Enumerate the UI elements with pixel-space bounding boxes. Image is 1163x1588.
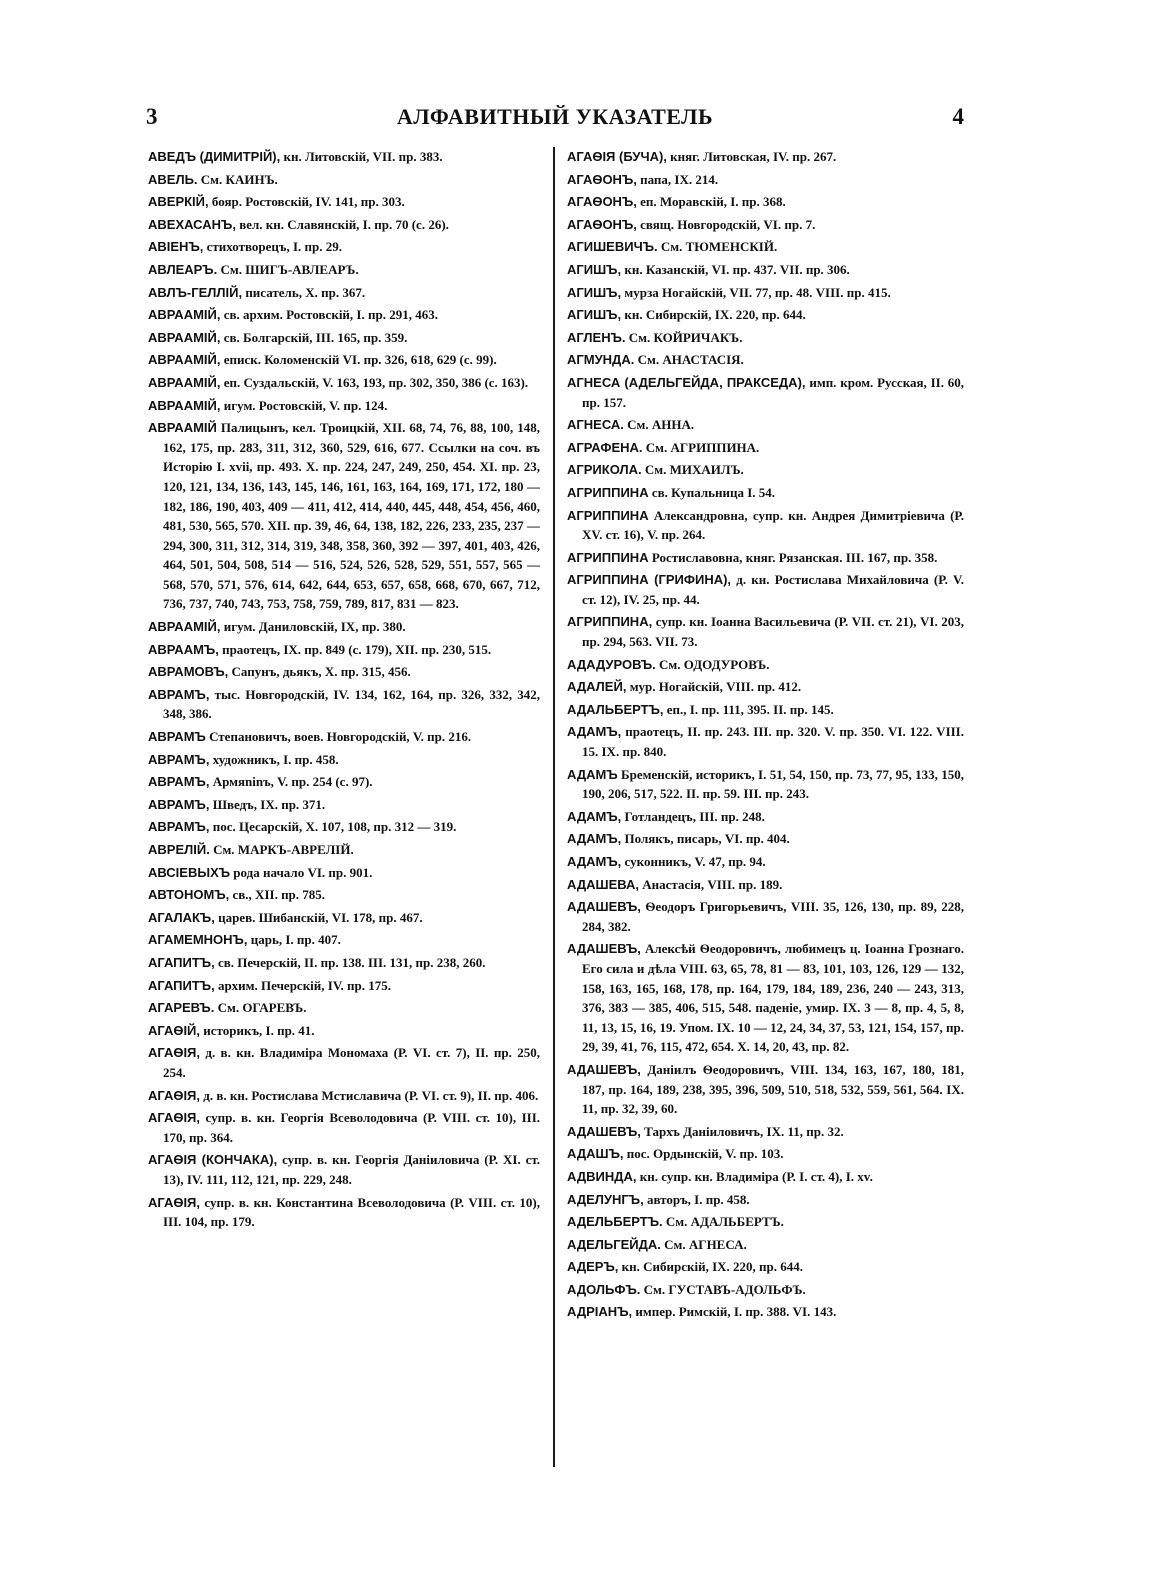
entry-headword: АВРААМІЙ, <box>148 329 221 345</box>
entry-headword: АВРААМІЙ, <box>148 619 221 635</box>
index-entry <box>148 817 540 837</box>
entry-references: супр. в. кн. Константина Всеволодовича (Р. VIII. ст. 10), III. 104, пр. 179. <box>163 1194 541 1230</box>
entry-references: тыс. Новгородскій, IV. 134, 162, 164, пр. 326, 332, 342, 348, 386. <box>163 686 540 722</box>
entry-headword: АГАПИТЪ, <box>148 977 215 993</box>
entry-references: авторъ, I. пр. 458. <box>646 1191 750 1207</box>
entry-headword: АВРААМІЙ, <box>148 397 221 413</box>
entry-headword: АГАѲІЙ, <box>148 1022 201 1038</box>
index-entry <box>567 1122 964 1142</box>
index-entry <box>567 722 964 761</box>
index-entry <box>567 438 964 458</box>
entry-references: еп., I. пр. 111, 395. II. пр. 145. <box>666 701 834 717</box>
index-entry <box>148 1021 540 1041</box>
entry-headword: АГАѲІЯ, <box>148 1194 201 1210</box>
entry-headword: АГРИКОЛА. <box>567 462 642 478</box>
entry-references: д. в. кн. Владиміра Мономаха (Р. VI. ст. 7), II. пр. 250, 254. <box>163 1045 540 1080</box>
entry-references: См. КОЙРИЧАКЪ. <box>628 329 743 345</box>
index-entry <box>567 1235 964 1255</box>
index-entry <box>148 305 540 325</box>
entry-references: См. ГУСТАВЪ-АДОЛЬФЪ. <box>643 1281 806 1297</box>
entry-headword: АГРИППИНА, <box>567 614 653 630</box>
entry-headword: АГРИППИНА <box>567 549 649 565</box>
index-entry <box>148 192 540 212</box>
entry-references: супр. в. кн. Георгія Всеволодовича (Р. VIII. ст. 10), III. 170, пр. 364. <box>163 1110 541 1145</box>
index-entry <box>148 350 540 370</box>
entry-references: Шведъ, IX. пр. 371. <box>212 796 326 812</box>
entry-references: св. Печерскій, II. пр. 138. III. 131, пр. 238, 260. <box>217 954 486 970</box>
index-entry <box>567 147 964 167</box>
entry-references: См. МИХАИЛЪ. <box>644 462 744 478</box>
right-page-number: 4 <box>952 104 964 129</box>
index-entry <box>567 1302 964 1322</box>
index-entry <box>567 875 964 895</box>
index-entry <box>567 655 964 675</box>
index-entry <box>567 1190 964 1210</box>
entry-headword: АДАМЪ <box>567 766 618 782</box>
entry-references: Анастасія, VIII. пр. 189. <box>642 876 783 892</box>
entry-references: См. АННА. <box>627 417 695 433</box>
entry-headword: АВРААМЪ, <box>148 641 219 657</box>
entry-headword: АВРААМІЙ <box>148 420 217 436</box>
entry-references: епиcк. Коломенскій VI. пр. 326, 618, 629 (с. 99). <box>223 352 497 368</box>
index-entry <box>148 215 540 235</box>
entry-headword: АДЕЛУНГЪ, <box>567 1191 644 1207</box>
index-entry <box>148 1193 540 1232</box>
entry-references: См. ШИГЪ-АВЛЕАРЪ. <box>220 261 359 277</box>
entry-headword: АДВИНДА, <box>567 1168 637 1184</box>
entry-headword: АВЕЛЬ. <box>148 171 198 187</box>
page-header <box>146 104 964 134</box>
entry-headword: АГАѲІЯ (КОНЧАКА), <box>148 1152 278 1168</box>
entry-references: Ростиславовна, княг. Рязанская. III. 167, пр. 358. <box>651 549 938 565</box>
entry-headword: АВРАМЪ, <box>148 774 210 790</box>
entry-headword: АДАШЕВЪ, <box>567 899 641 915</box>
index-entry <box>567 192 964 212</box>
index-entry <box>567 612 964 651</box>
entry-references: См. ОДОДУРОВЪ. <box>659 656 770 672</box>
entry-headword: АДАДУРОВЪ. <box>567 656 656 672</box>
index-entry <box>148 998 540 1018</box>
entry-headword: АВРАМЪ <box>148 729 206 745</box>
index-entry <box>148 396 540 416</box>
entry-references: Полякъ, писарь, VI. пр. 404. <box>624 831 790 847</box>
index-entry <box>148 260 540 280</box>
entry-references: рода начало VI. пр. 901. <box>233 864 373 880</box>
index-entry <box>567 1167 964 1187</box>
index-entry <box>567 260 964 280</box>
entry-headword: АГЛЕНЪ. <box>567 329 626 345</box>
entry-headword: АГНЕСА (АДЕЛЬГЕЙДА, ПРАКСЕДА), <box>567 374 806 390</box>
entry-headword: АДЕРЪ, <box>567 1259 619 1275</box>
entry-references: княг. Литовская, IV. пр. 267. <box>670 149 837 164</box>
entry-headword: АДРІАНЪ, <box>567 1304 633 1320</box>
index-entry <box>148 863 540 883</box>
index-entry <box>148 1043 540 1082</box>
entry-headword: АДАЛЬБЕРТЪ, <box>567 701 664 717</box>
entry-references: вел. кн. Славянскій, I. пр. 70 (с. 26). <box>239 216 449 232</box>
entry-headword: АВЕДЪ (ДИМИТРІЙ), <box>148 149 281 164</box>
entry-references: супр. в. кн. Георгія Даніиловича (Р. XI. ст. 13), IV. 111, 112, 121, пр. 229, 248. <box>163 1152 540 1187</box>
entry-references: См. АГРИППИНА. <box>645 439 760 455</box>
entry-headword: АВТОНОМЪ, <box>148 887 230 903</box>
index-entry <box>567 305 964 325</box>
index-entry <box>567 283 964 303</box>
entry-headword: АВЕХАСАНЪ, <box>148 216 236 232</box>
entry-headword: АГИШЪ, <box>567 261 622 277</box>
entry-references: игум. Даниловскій, IX, пр. 380. <box>223 619 406 635</box>
entry-references: художникъ, I. пр. 458. <box>212 751 339 767</box>
index-entry <box>148 373 540 393</box>
entry-headword: АДАМЪ, <box>567 808 622 824</box>
index-entry <box>567 215 964 235</box>
entry-headword: АГАѲОНЪ, <box>567 216 637 232</box>
entry-headword: АВРААМІЙ, <box>148 374 221 390</box>
index-entry <box>567 897 964 936</box>
entry-references: кн. супр. кн. Владиміра (Р. I. ст. 4), I. xv. <box>639 1168 873 1184</box>
index-entry <box>148 953 540 973</box>
entry-headword: АДЕЛЬБЕРТЪ. <box>567 1214 663 1230</box>
entry-references: бояр. Ростовскій, IV. 141, пр. 303. <box>211 194 405 210</box>
index-entry <box>148 885 540 905</box>
entry-headword: АГРИППИНА <box>567 507 649 523</box>
index-entry <box>567 700 964 720</box>
entry-references: мур. Ногайскій, VIII. пр. 412. <box>629 679 802 695</box>
entry-references: д. в. кн. Ростислава Мстиславича (Р. VI. ст. 9), II. пр. 406. <box>203 1087 539 1103</box>
page-title: АЛФАВИТНЫЙ УКАЗАТЕЛЬ <box>396 104 714 129</box>
entry-headword: АДАМЪ, <box>567 724 622 740</box>
entry-headword: АГИШЕВИЧЪ. <box>567 239 658 255</box>
index-entry <box>567 415 964 435</box>
entry-references: кн. Сибирскій, IX. 220, пр. 644. <box>624 307 806 323</box>
entry-references: Армяninъ, V. пр. 254 (с. 97). <box>212 774 373 790</box>
index-entry <box>148 685 540 724</box>
index-entry <box>148 750 540 770</box>
entry-references: праотецъ, IX. пр. 849 (с. 179), XII. пр. 230, 515. <box>222 641 492 657</box>
index-entry <box>567 807 964 827</box>
entry-headword: АДЕЛЬГЕЙДА. <box>567 1236 661 1252</box>
index-entry <box>148 662 540 682</box>
entry-references: См. АДАЛЬБЕРТЪ. <box>665 1214 784 1230</box>
entry-headword: АВРАМЪ, <box>148 751 210 767</box>
entry-references: историкъ, I. пр. 41. <box>203 1022 315 1038</box>
entry-headword: АВРААМІЙ, <box>148 307 221 323</box>
entry-headword: АВЛЕАРЪ. <box>148 261 218 277</box>
entry-headword: АГИШЪ, <box>567 284 622 300</box>
entry-headword: АГРИППИНА (ГРИФИНА), <box>567 572 732 588</box>
entry-headword: АВЕРКІЙ, <box>148 194 209 210</box>
entry-headword: АГАѲОНЪ, <box>567 194 637 210</box>
entry-references: суконникъ, V. 47, пр. 94. <box>624 854 766 869</box>
entry-references: царь, I. пр. 407. <box>250 932 341 948</box>
entry-headword: АВРЕЛІЙ. <box>148 842 210 857</box>
entry-references: свящ. Новгородскій, VI. пр. 7. <box>640 216 816 232</box>
index-entry <box>567 237 964 257</box>
entry-references: пос. Цесарскій, X. 107, 108, пр. 312 — 319. <box>212 819 457 835</box>
entry-headword: АДОЛЬФЪ. <box>567 1281 641 1297</box>
index-entry <box>567 939 964 1057</box>
entry-references: Тархъ Даніиловичъ, IX. 11, пр. 32. <box>644 1123 844 1139</box>
entry-headword: АДАМЪ, <box>567 831 622 847</box>
entry-headword: АВРАМЪ, <box>148 686 210 702</box>
entry-references: Александровна, супр. кн. Андрея Димитріевича (Р. XV. ст. 16), V. пр. 264. <box>582 507 964 543</box>
index-entry <box>567 483 964 503</box>
index-entry <box>148 170 540 190</box>
index-entry <box>567 1212 964 1232</box>
entry-headword: АГАѲІЯ, <box>148 1087 201 1103</box>
index-entry <box>567 328 964 348</box>
entry-headword: АВРАМЪ, <box>148 819 210 835</box>
index-entry <box>148 840 540 860</box>
entry-headword: АВІЕНЪ, <box>148 239 204 255</box>
entry-headword: АГАРЕВЪ. <box>148 1000 215 1016</box>
entry-headword: АДАМЪ, <box>567 854 622 869</box>
entry-references: св. архим. Ростовскій, I. пр. 291, 463. <box>223 307 438 323</box>
entry-references: имп. кром. Русская, II. 60, пр. 157. <box>582 374 964 410</box>
entry-references: папа, IX. 214. <box>640 171 719 187</box>
entry-headword: АДАШЕВЪ, <box>567 941 641 957</box>
left-column <box>148 147 540 1235</box>
index-entry <box>567 570 964 609</box>
entry-references: мурза Ногайскій, VII. 77, пр. 48. VIII. пр. 415. <box>624 284 891 300</box>
entry-references: Степановичъ, воев. Новгородскій, V. пр. 216. <box>209 729 472 745</box>
entry-headword: АГИШЪ, <box>567 307 622 323</box>
index-entry <box>148 640 540 660</box>
index-entry <box>148 727 540 747</box>
entry-references: св., XII. пр. 785. <box>232 887 326 903</box>
index-entry <box>148 930 540 950</box>
entry-headword: АДАШЕВЪ, <box>567 1061 641 1077</box>
index-entry <box>148 328 540 348</box>
entry-references: д. кн. Ростислава Михайловича (Р. V. ст. 12), IV. 25, пр. 44. <box>582 572 964 607</box>
index-entry <box>567 170 964 190</box>
entry-references: еп. Моравскій, I. пр. 368. <box>640 194 786 210</box>
index-entry <box>148 617 540 637</box>
entry-references: См. ТЮМЕНСКІЙ. <box>660 239 778 255</box>
index-entry <box>567 460 964 480</box>
entry-references: праотецъ, II. пр. 243. III. пр. 320. V. пр. 350. VI. 122. VIII. 15. IX. пр. 840. <box>582 724 964 760</box>
entry-references: Ѳеодоръ Григорьевичъ, VIII. 35, 126, 130, пр. 89, 228, 284, 382. <box>582 899 965 934</box>
entry-references: супр. кн. Іоанна Васильевича (Р. VII. ст. 21), VI. 203, пр. 294, 563. VII. 73. <box>582 614 965 650</box>
entry-references: писатель, X. пр. 367. <box>245 284 366 300</box>
entry-references: кн. Литовскій, VII. пр. 383. <box>283 149 443 164</box>
index-entry <box>567 1144 964 1164</box>
entry-references: еп. Суздальскій, V. 163, 193, пр. 302, 350, 386 (с. 163). <box>223 374 529 390</box>
index-entry <box>567 548 964 568</box>
entry-headword: АВЛЪ-ГЕЛЛІЙ, <box>148 284 243 300</box>
index-entry <box>148 976 540 996</box>
index-entry <box>567 1257 964 1277</box>
entry-references: См. ОГАРЕВЪ. <box>217 1000 307 1016</box>
index-entry <box>148 283 540 303</box>
entry-headword: АВРАМЪ, <box>148 796 210 812</box>
column-divider <box>553 147 555 1467</box>
entry-references: архим. Печерскій, IV. пр. 175. <box>217 977 392 993</box>
entry-references: игум. Ростовскій, V. пр. 124. <box>223 397 388 413</box>
entry-references: См. КАИНЪ. <box>200 171 278 187</box>
entry-headword: АГАПИТЪ, <box>148 954 215 970</box>
index-entry <box>567 829 964 849</box>
entry-headword: АГАѲІЯ, <box>148 1110 201 1126</box>
entry-references: пос. Ордынскій, V. пр. 103. <box>626 1146 784 1162</box>
entry-headword: АГАѲІЯ (БУЧА), <box>567 149 667 164</box>
index-entry <box>567 506 964 545</box>
index-entry <box>567 373 964 412</box>
entry-headword: АДАШЪ, <box>567 1146 624 1162</box>
index-entry <box>148 1108 540 1147</box>
entry-references: кн. Сибирскій, IX. 220, пр. 644. <box>621 1259 803 1275</box>
entry-headword: АГНЕСА. <box>567 417 624 433</box>
entry-headword: АДАЛЕЙ, <box>567 679 627 695</box>
index-entry <box>148 1086 540 1106</box>
entry-references: св. Купальница I. 54. <box>651 484 776 500</box>
entry-headword: АДАШЕВА, <box>567 876 639 892</box>
index-entry <box>567 1280 964 1300</box>
index-entry <box>148 1150 540 1189</box>
entry-headword: АВРАМОВЪ, <box>148 664 229 680</box>
index-entry <box>148 147 540 167</box>
entry-headword: АГАЛАКЪ, <box>148 909 215 925</box>
entry-references: См. АНАСТАСІЯ. <box>637 352 744 368</box>
entry-headword: АГАМЕМНОНЪ, <box>148 932 248 948</box>
left-page-number: 3 <box>146 104 158 129</box>
entry-references: кн. Казанскій, VI. пр. 437. VII. пр. 306. <box>624 261 850 277</box>
entry-headword: АВРААМІЙ, <box>148 352 221 368</box>
entry-references: царев. Шибанскій, VI. 178, пр. 467. <box>218 909 423 925</box>
entry-headword: АГАѲОНЪ, <box>567 171 637 187</box>
entry-references: Сапунъ, дьякъ, X. пр. 315, 456. <box>231 664 411 680</box>
entry-headword: АГАѲІЯ, <box>148 1045 201 1061</box>
entry-references: стихотворецъ, I. пр. 29. <box>206 239 343 255</box>
right-column <box>567 147 964 1325</box>
index-entry <box>567 765 964 804</box>
entry-references: См. АГНЕСА. <box>664 1236 747 1252</box>
entry-headword: АГМУНДА. <box>567 352 635 368</box>
index-entry <box>148 237 540 257</box>
entry-headword: АГРАФЕНА. <box>567 439 643 455</box>
index-entry <box>148 772 540 792</box>
entry-references: См. МАРКЪ-АВРЕЛІЙ. <box>213 842 354 857</box>
entry-references: Бременскій, историкъ, I. 51, 54, 150, пр. 73, 77, 95, 133, 150, 190, 206, 517, 522. II. пр. 59. III. пр. 243. <box>582 766 964 802</box>
entry-headword: АГРИППИНА <box>567 484 649 500</box>
index-entry <box>148 418 540 614</box>
entry-references: Даніилъ Ѳеодоровичъ, VIII. 134, 163, 167, 180, 181, 187, пр. 164, 189, 238, 395, 396, 509, 510, 518, 532, 559, 561, 564. IX. 11, пр. 32, 39, 60. <box>582 1061 965 1117</box>
entry-headword: АВСІЕВЫХЪ <box>148 864 231 880</box>
index-entry <box>148 795 540 815</box>
entry-references: Палицынъ, кел. Троицкій, XII. 68, 74, 76, 88, 100, 148, 162, 175, пр. 283, 311, 312, 360, 529, 616, 677. Ссылки на соч. въ Исторію I. xvii, пр. 493. X. пр. 224, 247, 249, 250, 454. XI. пр. 23, 120, 121, 134, 136, 143, 145, 146, 161, 163, 164, 169, 171, 172, 180 — 182, 186, 190, 403, 409 — 411, 412, 414, 440, 445, 448, 454, 456, 460, 481, 530, 565, 570. XII. пр. 39, 46, 64, 138, 182, 226, 233, 235, 237 — 294, 300, 311, 312, 314, 319, 348, 358, 360, 392 — 397, 401, 403, 426, 464, 501, 504, 508, 514 — 516, 524, 526, 528, 529, 551, 557, 565 — 568, 570, 571, 576, 614, 642, 644, 653, 657, 658, 668, 670, 667, 712, 736, 737, 740, 743, 753, 758, 759, 789, 817, 831 — 823. <box>163 420 541 612</box>
entry-references: св. Болгарскій, III. 165, пр. 359. <box>223 329 408 345</box>
entry-references: импер. Римскій, I. пр. 388. VI. 143. <box>635 1304 837 1320</box>
index-entry <box>567 350 964 370</box>
entry-references: Готландецъ, III. пр. 248. <box>624 808 765 824</box>
entry-headword: АДАШЕВЪ, <box>567 1123 641 1139</box>
index-entry <box>567 1060 964 1119</box>
index-entry <box>148 908 540 928</box>
entry-references: Алексѣй Ѳеодоровичъ, любимецъ ц. Іоанна Грознаго. Его сила и дѣла VIII. 63, 65, 78, 81 — 83, 101, 103, 126, 129 — 132, 158, 163, 165, 168, 178, пр. 164, 179, 184, 189, 236, 240 — 243, 313, 376, 383 — 385, 406, 515, 548. паденіе, умир. IX. 3 — 8, пр. 4, 5, 8, 11, 13, 15, 16, 19. Упом. IX. 10 — 12, 24, 34, 37, 53, 121, 154, 157, пр. 29, 39, 41, 76, 115, 472, 654. X. 14, 20, 43, пр. 82. <box>582 941 965 1055</box>
index-entry <box>567 852 964 872</box>
index-entry <box>567 677 964 697</box>
